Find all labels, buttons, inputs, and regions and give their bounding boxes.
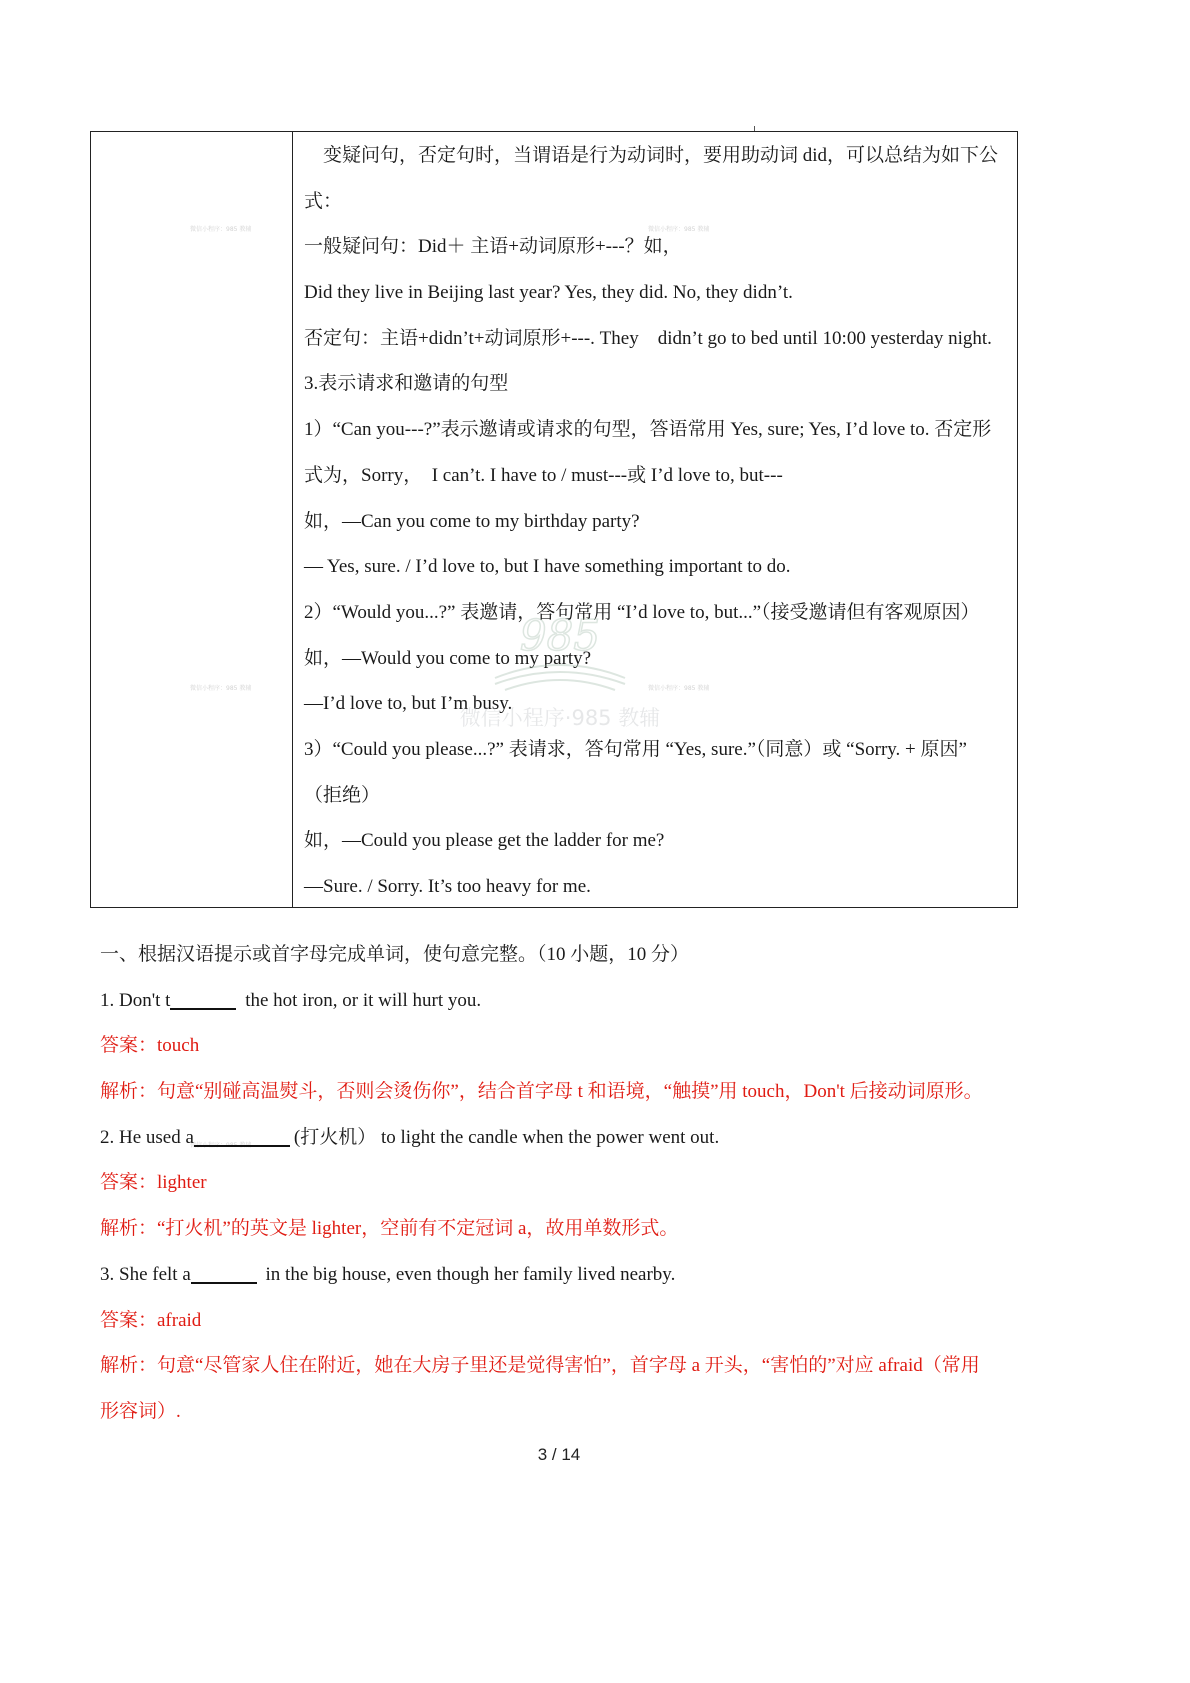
question-2 bbox=[100, 1115, 1020, 1161]
book-logo-icon bbox=[455, 600, 665, 700]
table-line: 3）“Could you please...?” 表请求，答句常用 “Yes, sure.”（同意）或 “Sorry. + 原因” bbox=[304, 738, 967, 760]
table-line: 式为，Sorry， I can’t. I have to / must---或 I’d love to, but--- bbox=[304, 464, 783, 486]
answer-1: 答案：touch bbox=[100, 1035, 200, 1057]
question-text: 2. He used a bbox=[100, 1126, 194, 1148]
table-line: 式： bbox=[304, 190, 343, 212]
table-line: 否定句：主语+didn’t+动词原形+---. They didn’t go to bed until 10:00 yesterday night. bbox=[304, 327, 992, 349]
table-left-cell bbox=[91, 132, 293, 907]
exercise-heading: 一、根据汉语提示或首字母完成单词，使句意完整。（10 小题，10 分） bbox=[100, 944, 690, 965]
watermark-logo-number: 985 bbox=[519, 611, 601, 660]
table-line: 一般疑问句：Did＋ 主语+动词原形+---？如， bbox=[304, 236, 682, 258]
analysis-3: 解析：句意“尽管家人住在附近，她在大房子里还是觉得害怕”，首字母 a 开头，“害怕的”对应 afraid（常用 bbox=[100, 1355, 980, 1377]
analysis-3-continued: 形容词）. bbox=[100, 1400, 181, 1422]
exercise-section bbox=[100, 932, 1020, 1435]
table-line: —Sure. / Sorry. It’s too heavy for me. bbox=[304, 876, 591, 897]
watermark bbox=[455, 600, 665, 740]
watermark-small: 微信小程序：985 教辅 bbox=[190, 226, 252, 233]
table-line: — Yes, sure. / I’d love to, but I have something important to do. bbox=[304, 556, 791, 578]
table-line: Did they live in Beijing last year? Yes, they did. No, they didn’t. bbox=[304, 282, 793, 304]
table-line: —I’d love to, but I’m busy. bbox=[304, 693, 513, 715]
watermark-text: 微信小程序·985 教辅 bbox=[459, 706, 661, 730]
answer-blank bbox=[191, 1260, 257, 1284]
answer-blank bbox=[194, 1123, 290, 1147]
watermark-small: 微信小程序：985 教辅 bbox=[648, 685, 710, 692]
question-text: 3. She felt a bbox=[100, 1263, 191, 1285]
question-text: in the big house, even though her family lived nearby. bbox=[260, 1263, 676, 1285]
table-line: 如，—Would you come to my party? bbox=[304, 647, 592, 669]
table-line: 1）“Can you---?”表示邀请或请求的句型，答语常用 Yes, sure; Yes, I’d love to. 否定形 bbox=[304, 419, 992, 441]
question-text: (打火机） to light the candle when the power went out. bbox=[293, 1126, 720, 1148]
question-3 bbox=[100, 1252, 1020, 1298]
table-line: 如，—Could you please get the ladder for me? bbox=[304, 830, 665, 852]
table-line: （拒绝） bbox=[304, 784, 381, 806]
table-right-cell bbox=[293, 132, 1017, 907]
analysis-1: 解析：句意“别碰高温熨斗，否则会烫伤你”，结合首字母 t 和语境，“触摸”用 touch，Don't 后接动词原形。 bbox=[100, 1081, 983, 1103]
answer-blank bbox=[170, 986, 236, 1010]
watermark-small: 微信小程序：985 教辅 bbox=[190, 685, 252, 692]
answer-3: 答案：afraid bbox=[100, 1309, 202, 1331]
analysis-2: 解析：“打火机”的英文是 lighter，空前有不定冠词 a，故用单数形式。 bbox=[100, 1218, 679, 1240]
answer-2: 答案：lighter bbox=[100, 1172, 207, 1194]
question-1 bbox=[100, 978, 1020, 1024]
question-text: the hot iron, or it will hurt you. bbox=[240, 989, 482, 1011]
watermark-small: 微信小程序：985 教辅 bbox=[190, 1142, 252, 1149]
table-line: 2）“Would you...?” 表邀请，答句常用 “I’d love to, but...”（接受邀请但有客观原因） bbox=[304, 601, 980, 623]
table-line: 变疑问句，否定句时，当谓语是行为动词时，要用助动词 did，可以总结为如下公 bbox=[323, 145, 999, 166]
question-text: 1. Don't t bbox=[100, 989, 171, 1011]
watermark-small: 微信小程序：985 教辅 bbox=[648, 226, 710, 233]
table-line: 3.表示请求和邀请的句型 bbox=[304, 373, 509, 395]
table-line: 如，—Can you come to my birthday party? bbox=[304, 510, 640, 532]
page-number: 3 / 14 bbox=[537, 1445, 581, 1464]
grammar-table bbox=[90, 131, 1018, 908]
